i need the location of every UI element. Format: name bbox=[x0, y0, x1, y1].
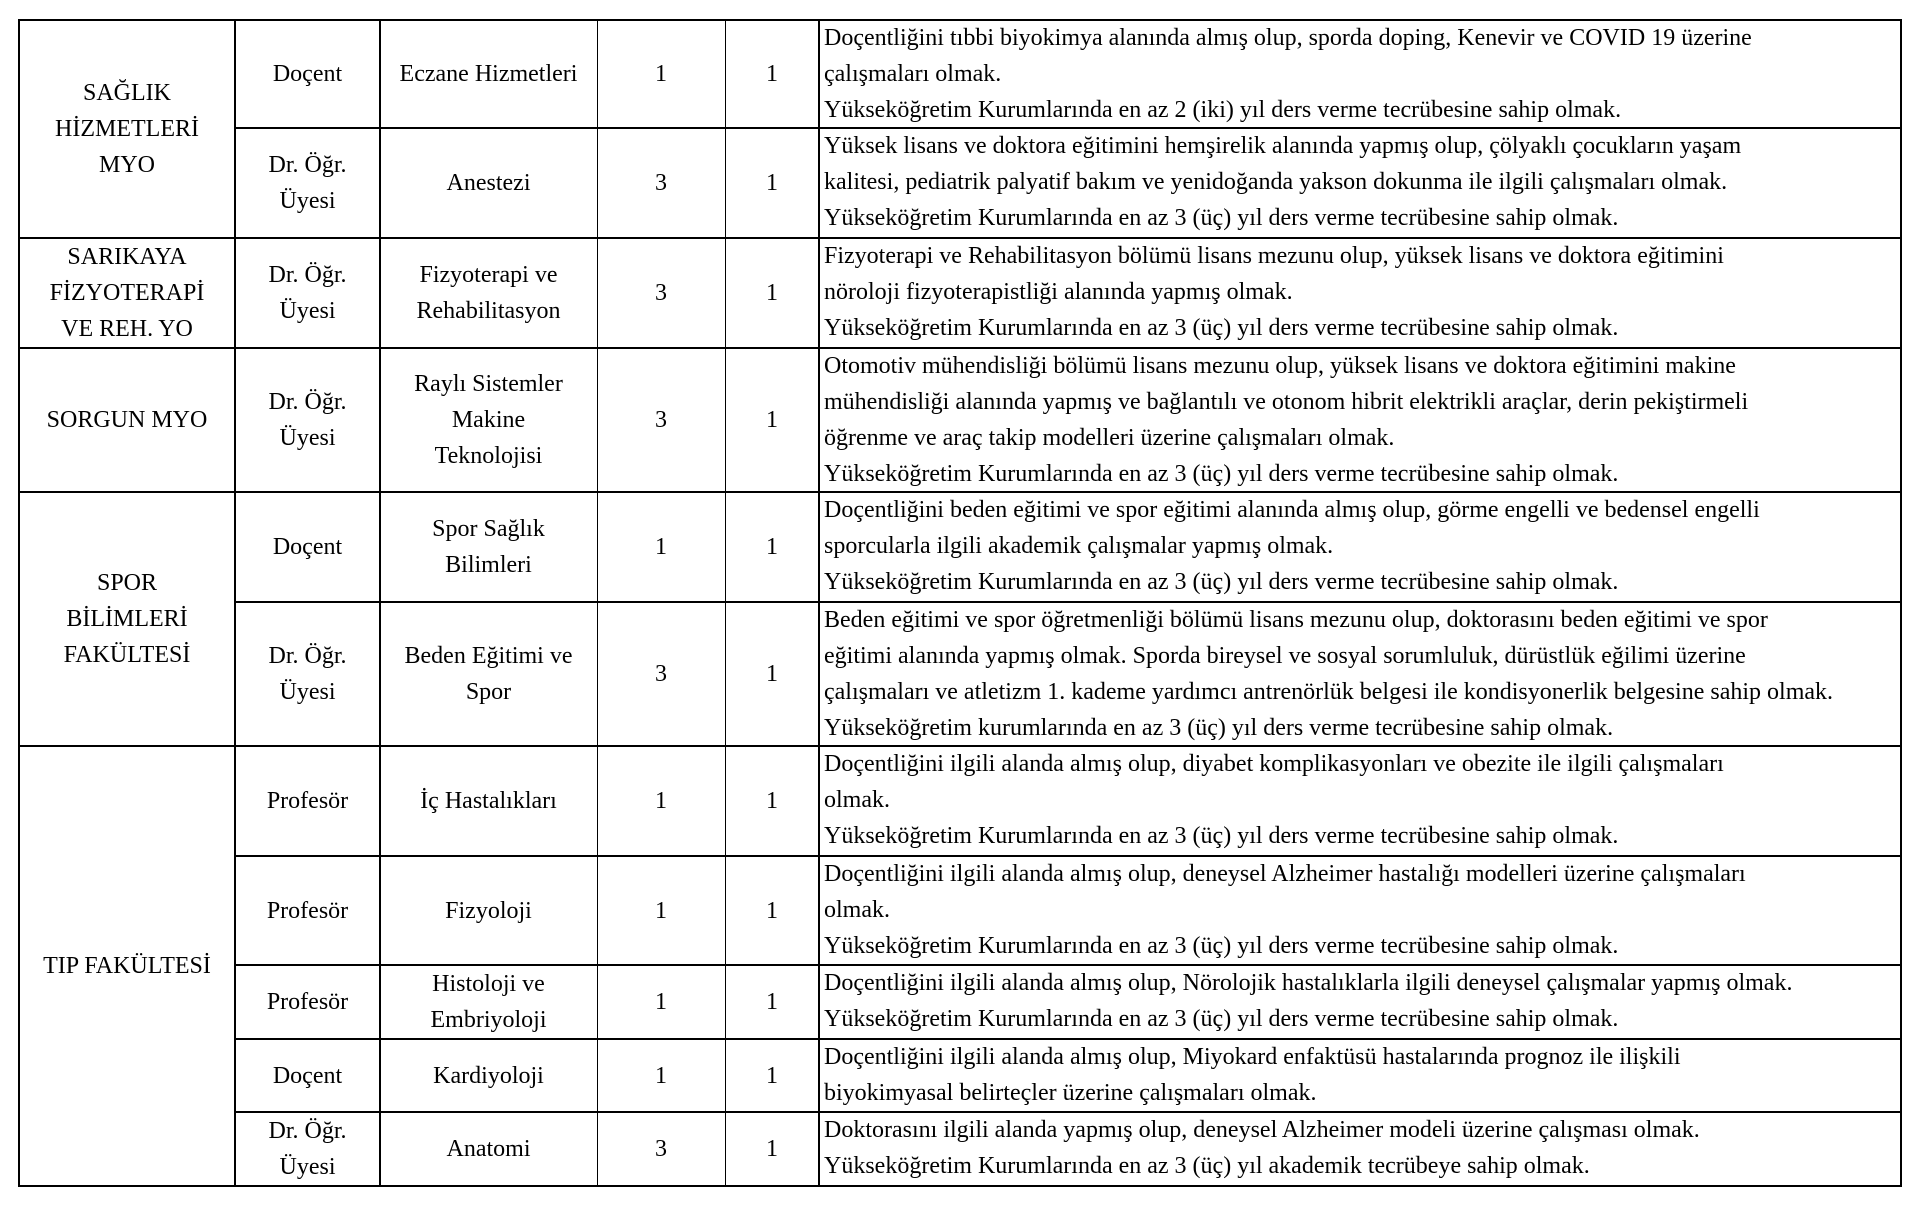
department-cell-text: Histoloji ve Embriyoloji bbox=[430, 971, 547, 1033]
positions-cell bbox=[725, 238, 819, 348]
requirements-cell bbox=[819, 965, 1901, 1039]
department-cell bbox=[380, 20, 597, 128]
count-cell-text: 1 bbox=[655, 788, 667, 814]
requirements-cell bbox=[819, 1112, 1901, 1186]
department-cell-text: Kardiyoloji bbox=[433, 1062, 544, 1089]
department-cell-text: Beden Eğitimi ve Spor bbox=[404, 643, 573, 705]
count-cell bbox=[597, 128, 725, 238]
requirements-cell-text: Yüksek lisans ve doktora eğitimini hemşirelik alanında yapmış olup, çölyaklı çocukların yaşam kalitesi, pediatrik palyatif bakım ve yenidoğanda yakson dokunma ile ilgili çalışmaları olmak. Yükseköğretim Kurumlarında en az 3 (üç) yıl ders verme tecrübesine sahip olmak. bbox=[824, 133, 1742, 231]
requirements-cell-text: Fizyoterapi ve Rehabilitasyon bölümü lisans mezunu olup, yüksek lisans ve doktora eğitimini nöroloji fizyoterapistliği alanında yapmış olmak. Yükseköğretim Kurumlarında en az 3 (üç) yıl ders verme tecrübesine sahip olmak. bbox=[824, 243, 1724, 341]
column-border bbox=[234, 19, 236, 1187]
row-border bbox=[235, 601, 1902, 603]
academic-title-cell bbox=[235, 238, 380, 348]
row-border bbox=[235, 855, 1902, 857]
unit-cell bbox=[19, 238, 235, 348]
positions-cell-text: 1 bbox=[766, 170, 778, 196]
academic-title-cell-text: Profesör bbox=[266, 897, 349, 924]
academic-title-cell bbox=[235, 492, 380, 602]
requirements-cell-text: Otomotiv mühendisliği bölümü lisans mezunu olup, yüksek lisans ve doktora eğitimini makine mühendisliği alanında yapmış ve bağlantılı ve otonom hibrit elektrikli araçlar, derin pekiştirmeli öğrenme ve araç takip modelleri üzerine çalışmaları olmak. Yükseköğretim Kurumlarında en az 3 (üç) yıl ders verme tecrübesine sahip olmak. bbox=[824, 353, 1749, 487]
department-cell bbox=[380, 1039, 597, 1112]
academic-title-cell-text: Profesör bbox=[266, 989, 349, 1015]
department-cell bbox=[380, 348, 597, 492]
positions-cell-text: 1 bbox=[766, 280, 778, 306]
positions-cell bbox=[725, 128, 819, 238]
row-border bbox=[235, 19, 1902, 21]
table-left-border bbox=[18, 19, 20, 1187]
group-border bbox=[19, 347, 236, 349]
count-cell bbox=[597, 492, 725, 602]
requirements-cell bbox=[819, 20, 1901, 128]
requirements-cell bbox=[819, 348, 1901, 492]
department-cell-text: Anestezi bbox=[446, 170, 531, 196]
academic-title-cell bbox=[235, 602, 380, 746]
requirements-cell-text: Doçentliğini ilgili alanda almış olup, Nörolojik hastalıklarla ilgili deneysel çalışmalar yapmış olmak. Yükseköğretim Kurumlarında en az 3 (üç) yıl ders verme tecrübesine sahip olmak. bbox=[824, 970, 1793, 1032]
positions-cell-text: 1 bbox=[766, 897, 778, 924]
positions-cell bbox=[725, 20, 819, 128]
unit-cell bbox=[19, 348, 235, 492]
academic-title-cell bbox=[235, 856, 380, 965]
positions-cell-text: 1 bbox=[766, 61, 778, 87]
unit-cell-text: TIP FAKÜLTESİ bbox=[43, 953, 211, 979]
department-cell bbox=[380, 238, 597, 348]
unit-cell-text: SAĞLIK HİZMETLERİ MYO bbox=[55, 80, 199, 178]
unit-cell-text: SPOR BİLİMLERİ FAKÜLTESİ bbox=[63, 570, 191, 668]
count-cell-text: 1 bbox=[655, 61, 667, 87]
unit-cell-text: SORGUN MYO bbox=[46, 407, 208, 433]
group-border bbox=[19, 237, 236, 239]
table-right-border bbox=[1900, 19, 1902, 1187]
academic-title-cell-text: Dr. Öğr. Üyesi bbox=[268, 1118, 347, 1180]
academic-title-cell-text: Dr. Öğr. Üyesi bbox=[268, 643, 347, 705]
department-cell bbox=[380, 128, 597, 238]
positions-cell-text: 1 bbox=[766, 661, 778, 687]
row-border bbox=[235, 1038, 1902, 1040]
positions-cell bbox=[725, 746, 819, 856]
department-cell bbox=[380, 492, 597, 602]
academic-title-cell bbox=[235, 746, 380, 856]
positions-cell-text: 1 bbox=[766, 534, 778, 560]
requirements-cell-text: Doçentliğini tıbbi biyokimya alanında almış olup, sporda doping, Kenevir ve COVID 19 üzerine çalışmaları olmak. Yükseköğretim Kurumlarında en az 2 (iki) yıl ders verme tecrübesine sahip olmak. bbox=[824, 25, 1752, 123]
department-cell-text: Eczane Hizmetleri bbox=[399, 61, 578, 87]
count-cell bbox=[597, 20, 725, 128]
department-cell-text: Fizyoloji bbox=[445, 897, 532, 924]
positions-cell bbox=[725, 348, 819, 492]
academic-title-cell-text: Doçent bbox=[272, 534, 343, 560]
positions-cell bbox=[725, 1039, 819, 1112]
requirements-cell bbox=[819, 492, 1901, 602]
column-border bbox=[597, 19, 598, 1187]
department-cell-text: Raylı Sistemler Makine Teknolojisi bbox=[414, 371, 563, 469]
requirements-cell bbox=[819, 602, 1901, 746]
count-cell bbox=[597, 1039, 725, 1112]
count-cell bbox=[597, 856, 725, 965]
academic-title-cell bbox=[235, 1112, 380, 1186]
positions-cell-text: 1 bbox=[766, 407, 778, 433]
positions-cell-text: 1 bbox=[766, 788, 778, 814]
requirements-cell bbox=[819, 746, 1901, 856]
unit-cell bbox=[19, 492, 235, 746]
positions-cell-text: 1 bbox=[766, 1136, 778, 1162]
count-cell-text: 1 bbox=[655, 897, 667, 924]
department-cell bbox=[380, 1112, 597, 1186]
department-cell-text: Anatomi bbox=[446, 1136, 531, 1162]
unit-cell bbox=[19, 746, 235, 1186]
requirements-cell-text: Doçentliğini beden eğitimi ve spor eğitimi alanında almış olup, görme engelli ve bedensel engelli sporcularla ilgili akademik çalışmalar yapmış olmak. Yükseköğretim Kurumlarında en az 3 (üç) yıl ders verme tecrübesine sahip olmak. bbox=[824, 497, 1760, 595]
count-cell bbox=[597, 965, 725, 1039]
positions-cell bbox=[725, 602, 819, 746]
requirements-cell-text: Doçentliğini ilgili alanda almış olup, Miyokard enfaktüsü hastalarında prognoz ile ilişkili biyokimyasal belirteçler üzerine çalışmaları olmak. bbox=[824, 1044, 1681, 1106]
count-cell-text: 3 bbox=[655, 661, 667, 687]
row-border bbox=[235, 964, 1902, 966]
group-border bbox=[19, 491, 236, 493]
requirements-cell-text: Doçentliğini ilgili alanda almış olup, diyabet komplikasyonları ve obezite ile ilgili çalışmaları olmak. Yükseköğretim Kurumlarında en az 3 (üç) yıl ders verme tecrübesine sahip olmak. bbox=[824, 751, 1724, 849]
group-border bbox=[19, 19, 236, 21]
positions-cell bbox=[725, 492, 819, 602]
academic-title-cell-text: Profesör bbox=[266, 788, 349, 814]
requirements-cell-text: Doçentliğini ilgili alanda almış olup, deneysel Alzheimer hastalığı modelleri üzerine çalışmaları olmak. Yükseköğretim Kurumlarında en az 3 (üç) yıl ders verme tecrübesine sahip olmak. bbox=[824, 861, 1746, 959]
academic-title-cell bbox=[235, 965, 380, 1039]
academic-title-cell-text: Doçent bbox=[272, 61, 343, 87]
requirements-cell bbox=[819, 856, 1901, 965]
positions-cell-text: 1 bbox=[766, 1062, 778, 1089]
column-border bbox=[725, 19, 726, 1187]
academic-title-cell bbox=[235, 348, 380, 492]
requirements-cell bbox=[819, 1039, 1901, 1112]
count-cell-text: 3 bbox=[655, 280, 667, 306]
count-cell-text: 3 bbox=[655, 407, 667, 433]
positions-cell bbox=[725, 965, 819, 1039]
academic-title-cell-text: Doçent bbox=[272, 1062, 343, 1089]
department-cell bbox=[380, 856, 597, 965]
column-border bbox=[818, 19, 820, 1187]
count-cell-text: 1 bbox=[655, 989, 667, 1015]
requirements-cell-text: Doktorasını ilgili alanda yapmış olup, deneysel Alzheimer modeli üzerine çalışması olmak. Yükseköğretim Kurumlarında en az 3 (üç) yıl akademik tecrübeye sahip olmak. bbox=[824, 1117, 1700, 1179]
academic-title-cell bbox=[235, 20, 380, 128]
row-border bbox=[235, 127, 1902, 129]
count-cell-text: 1 bbox=[655, 1062, 667, 1089]
requirements-cell bbox=[819, 238, 1901, 348]
row-border bbox=[235, 237, 1902, 239]
count-cell-text: 1 bbox=[655, 534, 667, 560]
academic-title-cell bbox=[235, 1039, 380, 1112]
department-cell bbox=[380, 602, 597, 746]
requirements-cell-text: Beden eğitimi ve spor öğretmenliği bölümü lisans mezunu olup, doktorasını beden eğitimi ve spor eğitimi alanında yapmış olmak. Sporda bireysel ve sosyal sorumluluk, dürüstlük eğilimi üzerine çalışmaları ve atletizm 1. kademe yardımcı antrenörlük belgesi ile kondisyonerlik belgesine sahip olmak. Yükseköğretim kurumlarında en az 3 (üç) yıl ders verme tecrübesine sahip olmak. bbox=[824, 607, 1834, 741]
row-border bbox=[235, 745, 1902, 747]
count-cell bbox=[597, 348, 725, 492]
department-cell bbox=[380, 965, 597, 1039]
requirements-cell bbox=[819, 128, 1901, 238]
count-cell bbox=[597, 602, 725, 746]
row-border bbox=[235, 1111, 1902, 1113]
positions-cell bbox=[725, 856, 819, 965]
academic-title-cell-text: Dr. Öğr. Üyesi bbox=[268, 262, 347, 324]
unit-cell-text: SARIKAYA FİZYOTERAPİ VE REH. YO bbox=[49, 244, 205, 342]
academic-title-cell-text: Dr. Öğr. Üyesi bbox=[268, 152, 347, 214]
department-cell bbox=[380, 746, 597, 856]
positions-cell-text: 1 bbox=[766, 989, 778, 1015]
row-border bbox=[235, 347, 1902, 349]
positions-cell bbox=[725, 1112, 819, 1186]
group-border bbox=[19, 745, 236, 747]
academic-title-cell-text: Dr. Öğr. Üyesi bbox=[268, 389, 347, 451]
department-cell-text: Fizyoterapi ve Rehabilitasyon bbox=[416, 262, 561, 324]
column-border bbox=[379, 19, 381, 1187]
department-cell-text: Spor Sağlık Bilimleri bbox=[432, 516, 545, 578]
count-cell-text: 3 bbox=[655, 1136, 667, 1162]
unit-cell bbox=[19, 20, 235, 238]
academic-title-cell bbox=[235, 128, 380, 238]
table-bottom-border bbox=[19, 1185, 1902, 1187]
department-cell-text: İç Hastalıkları bbox=[420, 788, 557, 814]
count-cell bbox=[597, 746, 725, 856]
count-cell-text: 3 bbox=[655, 170, 667, 196]
count-cell bbox=[597, 1112, 725, 1186]
row-border bbox=[235, 491, 1902, 493]
count-cell bbox=[597, 238, 725, 348]
